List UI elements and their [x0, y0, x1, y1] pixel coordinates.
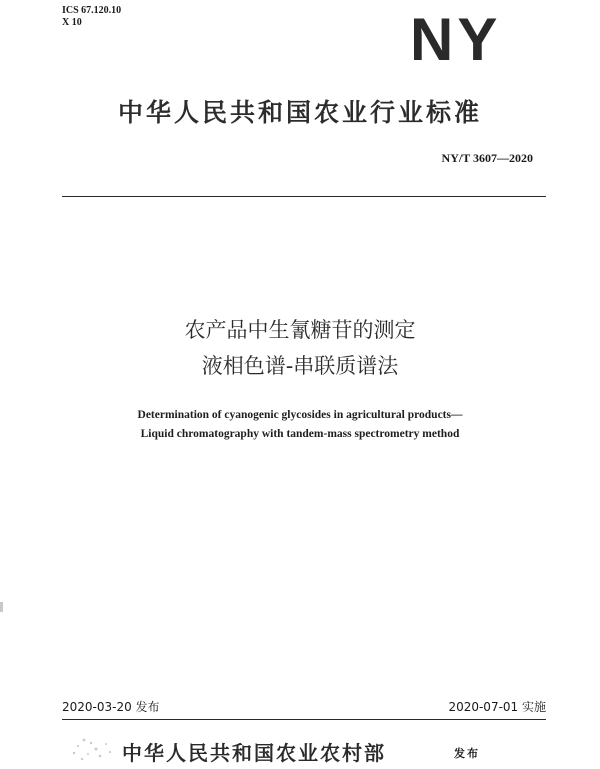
scan-mark [0, 602, 3, 612]
footer-divider [62, 719, 546, 720]
title-en-line1: Determination of cyanogenic glycosides in agricultural products— [137, 409, 463, 421]
issued-label: 发布 [454, 747, 480, 760]
implementation-date: 2020-07-01 实施 [448, 700, 546, 714]
header-divider [62, 196, 546, 197]
classification-code: X 10 [62, 17, 82, 28]
ics-code: ICS 67.120.10 [62, 5, 122, 16]
title-cn-line2: 液相色谱-串联质谱法 [201, 354, 399, 378]
header-codes [62, 5, 121, 29]
issuing-authority: 中华人民共和国农业农村部 [122, 741, 386, 765]
title-cn-line1: 农产品中生氰糖苷的测定 [184, 318, 416, 342]
emblem-icon [64, 734, 122, 764]
standard-number: NY/T 3607—2020 [441, 151, 533, 165]
issue-date: 2020-03-20 发布 [62, 700, 160, 714]
ny-logo: NY [410, 6, 502, 73]
standard-type: 中华人民共和国农业行业标准 [117, 98, 482, 127]
title-en-line2: Liquid chromatography with tandem-mass spectrometry method [140, 428, 460, 440]
